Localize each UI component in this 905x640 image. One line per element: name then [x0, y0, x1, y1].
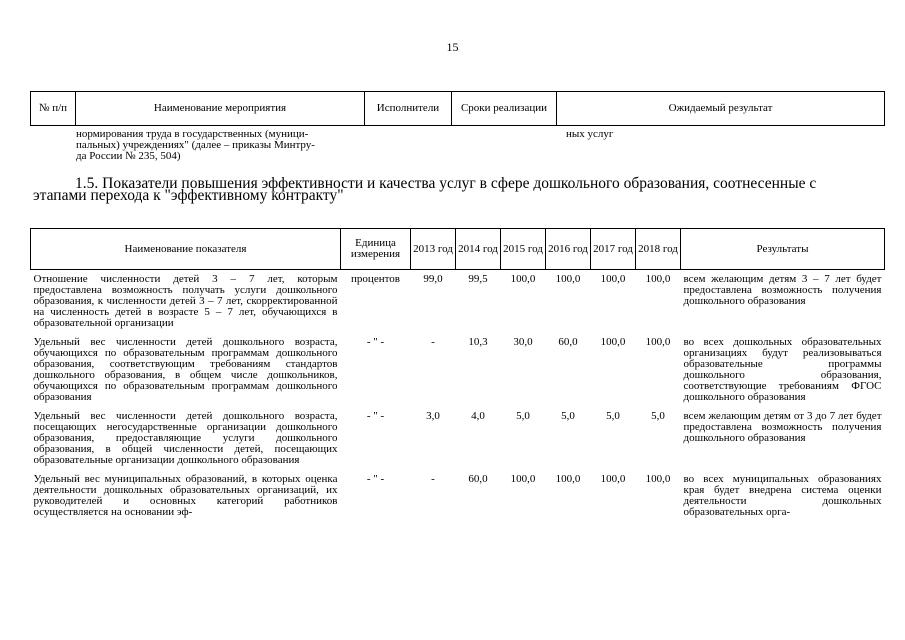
indicator-value: 100,0 — [600, 336, 626, 348]
section-title: 1.5. Показатели повышения эффективности и качества услуг в сфере дошкольного образования, соотнесенные с этапами перехода к "эффективному контракту" — [33, 175, 817, 204]
header-year: 2017 год — [591, 229, 636, 270]
header-year: 2018 год — [636, 229, 681, 270]
indicator-value: 100,0 — [645, 273, 671, 285]
table-row — [31, 411, 885, 466]
indicator-value: 100,0 — [645, 473, 671, 485]
indicator-name: Удельный вес муниципальных образований, в которых оценка деятельности дошкольных образовательных организаций, их руководителей и основных категорий работников осуществляется на основании эф- — [33, 473, 338, 518]
continuation-result: ных услуг — [566, 128, 614, 140]
indicator-name: Отношение численности детей 3 – 7 лет, которым предоставлена возможность получать услуги дошкольного образования, к численности детей 3 – 7 лет, скорректированной на численность детей в возрасте 5 – 7 лет, обучающихся в образовательной организации — [33, 273, 338, 329]
indicator-result: во всех муниципальных образованиях края будет внедрена система оценки деятельности дошкольных образовательных орга- — [683, 473, 882, 518]
table-row — [31, 474, 885, 518]
indicator-value: 5,0 — [561, 410, 575, 422]
indicator-name: Удельный вес численности детей дошкольного возраста, посещающих негосударственные организации дошкольного образования, предоставляющие услуги дошкольного образования, в общей численности детей, посещающих образовательные организации дошкольного образования — [33, 410, 338, 466]
header-indicator-name: Наименование показателя — [31, 229, 341, 270]
indicator-value: 99,5 — [468, 273, 488, 285]
header-year: 2013 год — [411, 229, 456, 270]
header-col-num: № п/п — [31, 92, 76, 126]
table-row — [31, 337, 885, 403]
continuation-line: нормирования труда в государственных (муници- — [76, 128, 309, 140]
indicator-value: 60,0 — [558, 336, 578, 348]
indicator-value: 30,0 — [513, 336, 533, 348]
indicator-value: 99,0 — [423, 273, 443, 285]
indicator-value: 100,0 — [555, 273, 581, 285]
header-col-result: Ожидаемый результат — [557, 92, 885, 126]
indicator-value: 100,0 — [510, 473, 536, 485]
indicator-result: всем желающим детям от 3 до 7 лет будет предоставлена возможность получения дошкольного образования — [683, 410, 882, 444]
indicator-value: 100,0 — [555, 473, 581, 485]
table-header-row — [31, 229, 885, 270]
indicator-value: 5,0 — [516, 410, 530, 422]
continuation-text — [76, 129, 358, 162]
indicator-value: 100,0 — [600, 473, 626, 485]
header-year: 2014 год — [456, 229, 501, 270]
header-col-exec: Исполнители — [365, 92, 452, 126]
indicator-unit: - " - — [366, 336, 385, 348]
indicator-value: 10,3 — [468, 336, 488, 348]
indicator-value: - — [431, 473, 435, 485]
indicator-value: 60,0 — [468, 473, 488, 485]
indicators-table — [30, 228, 885, 518]
continuation-line: пальных) учреждениях" (далее – приказы Минтру- — [76, 139, 315, 151]
header-col-name: Наименование мероприятия — [76, 92, 365, 126]
indicator-name: Удельный вес численности детей дошкольного возраста, обучающихся по образовательным программам дошкольного образования, соответствующим требованиям стандартов дошкольного образования, в общем числе дошкольников, обучающихся по образовательным программам дошкольного образования — [33, 336, 338, 403]
table-row — [31, 274, 885, 329]
indicator-unit: процентов — [351, 273, 400, 285]
indicator-unit: - " - — [366, 473, 385, 485]
indicator-result: во всех дошкольных образовательных организациях будут реализовываться образовательные программы дошкольного образования, соответствующие требованиям ФГОС дошкольного образования — [683, 336, 882, 403]
header-unit: Единица измерения — [341, 229, 411, 270]
indicator-value: - — [431, 336, 435, 348]
indicator-unit: - " - — [366, 410, 385, 422]
header-year: 2016 год — [546, 229, 591, 270]
indicator-value: 100,0 — [645, 336, 671, 348]
indicator-value: 3,0 — [426, 410, 440, 422]
top-header-table — [30, 91, 885, 126]
header-col-terms: Сроки реализации — [452, 92, 557, 126]
indicator-value: 5,0 — [606, 410, 620, 422]
indicator-value: 100,0 — [510, 273, 536, 285]
indicator-result: всем желающим детям 3 – 7 лет будет предоставлена возможность получения дошкольного образования — [683, 273, 882, 307]
header-results: Результаты — [681, 229, 885, 270]
indicator-value: 5,0 — [651, 410, 665, 422]
indicator-value: 4,0 — [471, 410, 485, 422]
indicator-value: 100,0 — [600, 273, 626, 285]
page-number: 15 — [446, 40, 459, 54]
continuation-line: да России № 235, 504) — [76, 150, 181, 162]
header-year: 2015 год — [501, 229, 546, 270]
